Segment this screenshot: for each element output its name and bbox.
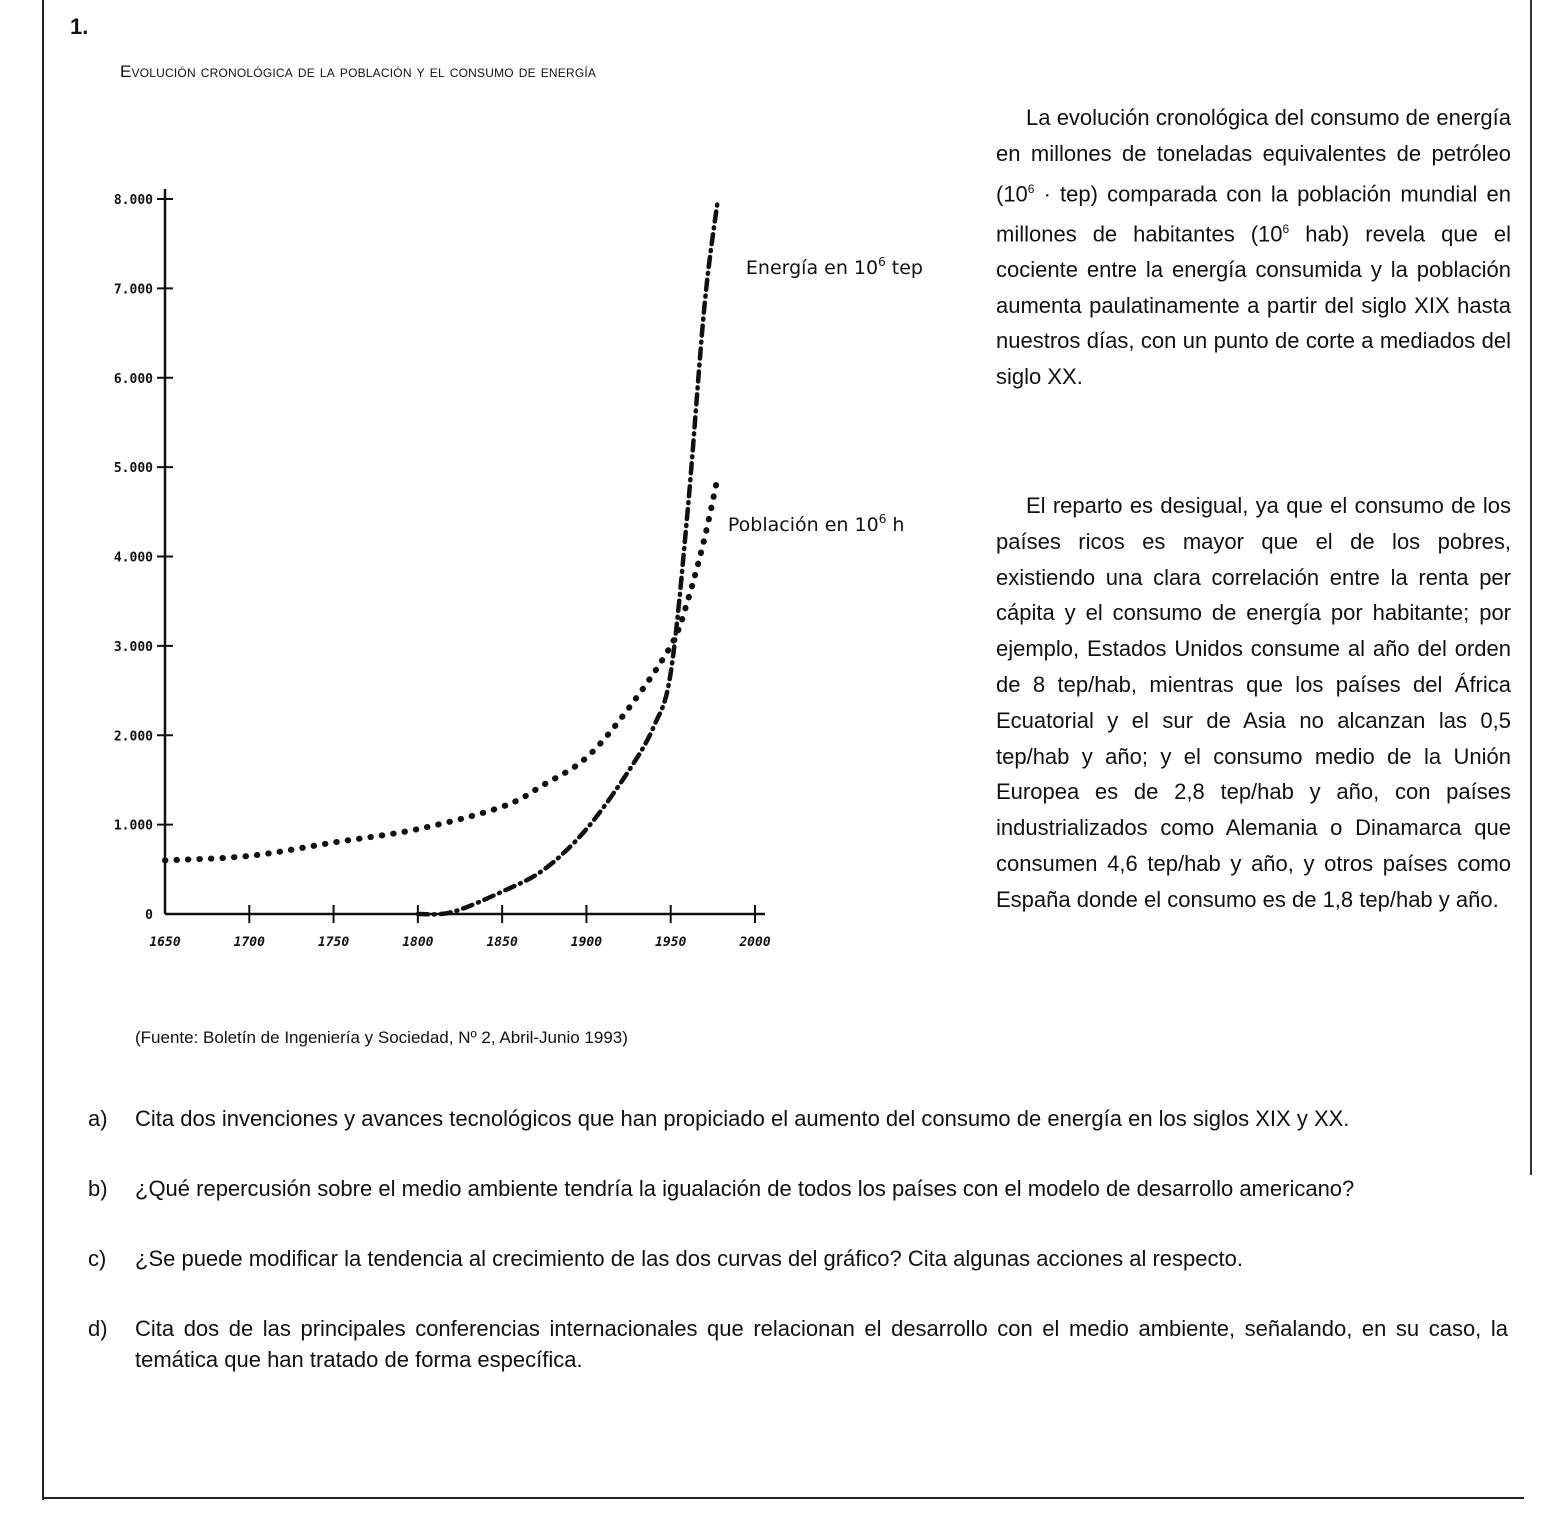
y-tick-label: 6.000 — [113, 371, 153, 387]
question-label: c) — [88, 1246, 107, 1271]
series-label-base: Población en 10 — [727, 514, 879, 537]
paragraph-1-part-1: La evolución cronológica del consumo de energía en millones de toneladas equivalentes de petróleo (10 — [996, 105, 1511, 206]
question-text: Cita dos de las principales conferencias internacionales que relacionan el desarrollo con el medio ambiente, señalando, en su caso, la temática que han tratado de forma específica. — [135, 1316, 1508, 1372]
y-tick-label: 2.000 — [113, 729, 153, 745]
y-tick-label: 7.000 — [113, 282, 153, 298]
left-frame-line — [42, 0, 44, 1500]
population-series-line — [165, 476, 718, 860]
paragraph-1-sup-2: 6 — [1282, 221, 1290, 236]
question-d — [88, 1313, 1508, 1375]
y-tick-label: 3.000 — [113, 639, 153, 655]
energy-series-label — [746, 255, 923, 279]
question-c — [88, 1243, 1508, 1274]
figure-source: (Fuente: Boletín de Ingeniería y Sociedad, Nº 2, Abril-Junio 1993) — [135, 1028, 628, 1047]
paragraph-2-text: El reparto es desigual, ya que el consumo de los países ricos es mayor que el de los pobres, existiendo una clara correlación entre la renta per cápita y el consumo de energía por habitante; por ejemplo, Estados Unidos consume al año del orden de 8 tep/hab, mientras que los países del África Ecuatorial y el sur de Asia no alcanzan las 0,5 tep/hab y año; y el consumo medio de la Unión Europea es de 2,8 tep/hab y año, con países industrializados como Alemania o Dinamarca que consumen 4,6 tep/hab y año, y otros países como España donde el consumo es de 1,8 tep/hab y año. — [996, 493, 1511, 912]
x-tick-label: 1700 — [233, 935, 265, 950]
question-text: ¿Se puede modificar la tendencia al crecimiento de las dos curvas del gráfico? Cita algunas acciones al respecto. — [135, 1246, 1243, 1271]
question-number: 1. — [70, 14, 89, 39]
series-label-superscript: 6 — [878, 255, 886, 269]
question-a — [88, 1103, 1508, 1134]
chart-svg — [90, 170, 970, 970]
figure-title — [120, 62, 596, 82]
chart — [90, 170, 970, 970]
paragraph-1 — [996, 100, 1511, 395]
series-label-tail: tep — [885, 257, 923, 279]
question-text: ¿Qué repercusión sobre el medio ambiente tendría la igualación de todos los países con el modelo de desarrollo americano? — [135, 1176, 1355, 1201]
x-tick-label: 1800 — [402, 935, 434, 950]
energy-series-line — [418, 199, 718, 914]
y-tick-label: 0 — [145, 908, 153, 923]
y-tick-label: 5.000 — [113, 461, 153, 477]
question-label: d) — [88, 1316, 108, 1341]
y-tick-label: 8.000 — [113, 193, 153, 208]
x-tick-label: 1850 — [486, 935, 518, 950]
paragraph-1-part-2: · tep) comparada con la población mundial en millones de habitantes (10 — [996, 180, 1511, 247]
population-series-label — [728, 512, 905, 536]
question-label: b) — [88, 1176, 108, 1201]
series-label-superscript: 6 — [878, 512, 887, 527]
x-tick-label: 2000 — [739, 935, 771, 950]
paragraph-2 — [996, 488, 1511, 918]
y-tick-label: 4.000 — [113, 550, 153, 566]
bottom-frame-line — [42, 1497, 1524, 1499]
right-frame-line — [1530, 0, 1532, 1175]
questions-list — [88, 1103, 1508, 1414]
paragraph-1-part-3: hab) revela que el cociente entre la energía consumida y la población aumenta paulatinamente a partir del siglo XIX hasta nuestros días, con un punto de corte a mediados del siglo XX. — [996, 221, 1512, 390]
question-label: a) — [88, 1106, 108, 1131]
y-tick-label: 1.000 — [113, 818, 153, 834]
x-tick-label: 1750 — [317, 935, 350, 950]
paragraph-1-text — [996, 100, 1511, 395]
question-b — [88, 1173, 1508, 1204]
paragraph-1-sup-1: 6 — [1027, 181, 1035, 196]
question-text: Cita dos invenciones y avances tecnológicos que han propiciado el aumento del consumo de energía en los siglos XIX y XX. — [135, 1106, 1350, 1131]
x-tick-label: 1650 — [149, 935, 181, 950]
figure-title-text: Evolución cronológica de la población y el consumo de energía — [120, 62, 597, 81]
series-label-tail: h — [886, 514, 905, 537]
series-label-base: Energía en 10 — [745, 257, 879, 279]
x-tick-label: 1950 — [655, 935, 687, 950]
x-tick-label: 1900 — [570, 935, 603, 950]
